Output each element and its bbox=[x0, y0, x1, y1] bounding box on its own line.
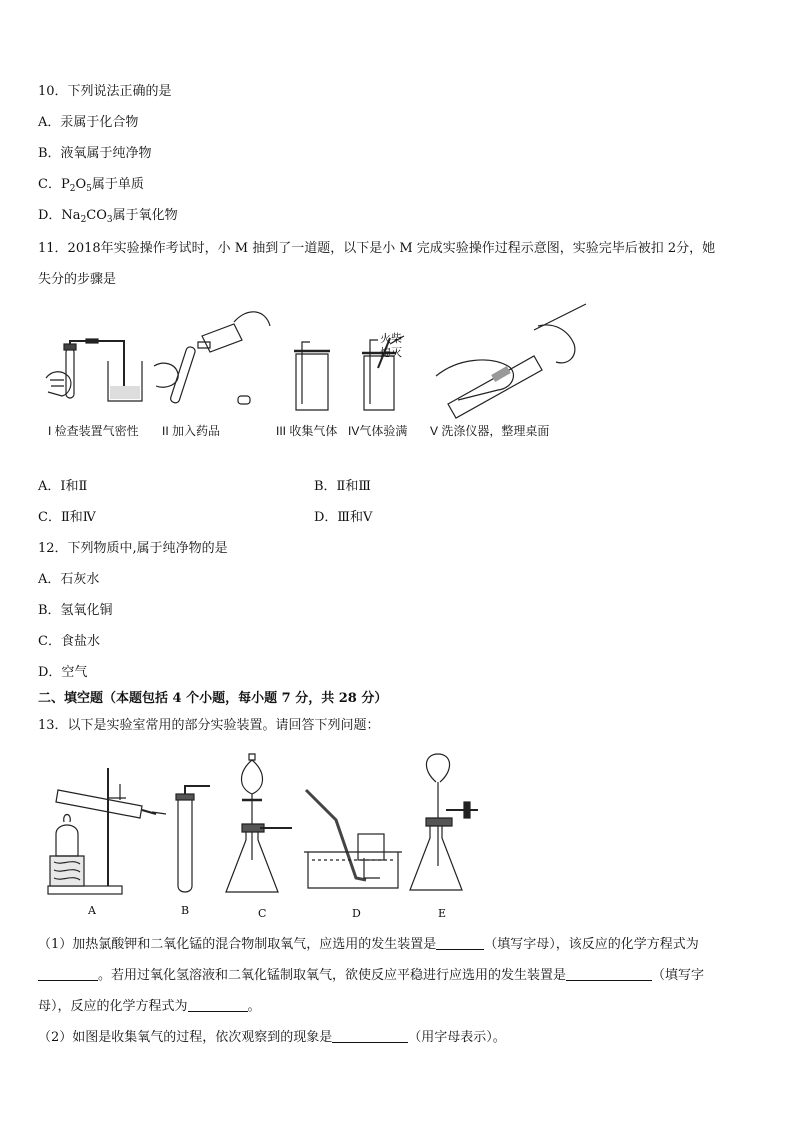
q10-stem: 10．下列说法正确的是 bbox=[38, 84, 172, 99]
q13-p2-text1: （2）如图是收集氧气的过程，依次观察到的现象是 bbox=[38, 1030, 333, 1045]
app-label-c: C bbox=[258, 907, 267, 920]
fig3-gas-jar bbox=[296, 354, 328, 410]
fig1-delivery-tube bbox=[70, 341, 124, 388]
q10-d-mid: CO bbox=[86, 208, 107, 223]
q13-apparatus-figure bbox=[38, 748, 478, 924]
q13-part1-line2 bbox=[38, 967, 704, 985]
q10-option-c bbox=[38, 176, 144, 194]
fig-caption-1: I 检查装置气密性 bbox=[48, 424, 139, 438]
fig1-test-tube bbox=[66, 348, 74, 398]
fig-caption-3: III 收集气体 bbox=[276, 424, 338, 438]
fig4-tube bbox=[370, 340, 378, 404]
app-d-delivery-tube bbox=[306, 790, 366, 880]
fig5-brush bbox=[534, 304, 586, 330]
q10-d-suffix: 属于氧化物 bbox=[112, 208, 178, 223]
app-b-test-tube bbox=[178, 798, 192, 892]
q11-option-d: D．Ⅲ和Ⅴ bbox=[314, 510, 373, 525]
fig5-test-tube bbox=[448, 356, 542, 418]
fig2-hand2 bbox=[234, 312, 270, 326]
fig5-hand bbox=[436, 360, 513, 400]
q10-option-b: B．液氧属于纯净物 bbox=[38, 146, 152, 161]
fig2-test-tube bbox=[170, 346, 196, 404]
q13-p1-text5: 母），反应的化学方程式为 bbox=[38, 999, 188, 1014]
q13-p1-text6: 。 bbox=[247, 999, 261, 1014]
q12-option-b: B．氢氧化铜 bbox=[38, 603, 113, 618]
q10-c-sub1: 2 bbox=[69, 184, 76, 194]
q10-c-mid: O bbox=[75, 177, 87, 192]
q11-figure bbox=[38, 296, 598, 446]
fig4-match-label: 火柴 bbox=[380, 333, 402, 345]
fig4-extinguish-label: 熄灭 bbox=[380, 347, 402, 359]
app-e-funnel bbox=[426, 754, 449, 782]
app-c-funnel bbox=[242, 760, 263, 794]
app-a-test-tube bbox=[56, 790, 142, 818]
q13-blank-3[interactable] bbox=[566, 967, 652, 981]
app-label-b: B bbox=[181, 904, 190, 917]
app-a-base bbox=[48, 886, 122, 894]
fig2-stopper-on-table bbox=[238, 396, 250, 404]
app-a-flame bbox=[64, 815, 71, 823]
q13-apparatus-drawing bbox=[38, 748, 478, 924]
q13-p1-text2: （填写字母），该反应的化学方程式为 bbox=[484, 937, 699, 952]
q11-option-a: A．Ⅰ和Ⅱ bbox=[38, 479, 88, 494]
app-label-d: D bbox=[352, 907, 361, 920]
fig1-clip bbox=[86, 339, 98, 343]
fig1-hand bbox=[46, 372, 71, 396]
q12-option-d: D．空气 bbox=[38, 665, 88, 680]
q10-c-sub2: 5 bbox=[86, 184, 92, 194]
fig5-hand2 bbox=[538, 325, 575, 363]
q13-p1-text3: 。若用过氧化氢溶液和二氧化锰制取氧气，欲使反应平稳进行应选用的发生装置是 bbox=[98, 968, 567, 983]
q13-part1-line3 bbox=[38, 998, 261, 1016]
q11-option-c: C．Ⅱ和Ⅳ bbox=[38, 510, 96, 525]
q13-p1-text1: （1）加热氯酸钾和二氧化锰的混合物制取氧气，应选用的发生装置是 bbox=[38, 937, 437, 952]
q10-option-a: A．汞属于化合物 bbox=[38, 115, 139, 130]
q13-part2 bbox=[38, 1029, 506, 1047]
q12-option-c: C．食盐水 bbox=[38, 634, 100, 649]
q10-d-sub2: 3 bbox=[106, 215, 113, 225]
app-b-tube bbox=[185, 786, 210, 794]
q12-option-a: A．石灰水 bbox=[38, 572, 100, 587]
q10-c-prefix: C．P bbox=[38, 177, 70, 192]
app-e-flask bbox=[410, 826, 462, 890]
app-label-a: A bbox=[88, 904, 96, 917]
q11-stem-line2: 失分的步骤是 bbox=[38, 272, 117, 287]
app-label-e: E bbox=[438, 907, 447, 920]
q10-option-d bbox=[38, 207, 178, 225]
fig-caption-5: V 洗涤仪器，整理桌面 bbox=[430, 424, 550, 438]
section2-title: 二、填空题（本题包括 4 个小题，每小题 7 分，共 28 分） bbox=[38, 691, 388, 706]
q13-p2-text2: （用字母表示）。 bbox=[408, 1030, 506, 1045]
q10-c-suffix: 属于单质 bbox=[91, 177, 144, 192]
fig1-stopper bbox=[64, 344, 76, 350]
fig2-hand bbox=[154, 363, 178, 387]
q13-blank-2[interactable] bbox=[38, 967, 98, 981]
fig-caption-4: IV气体验满 bbox=[348, 424, 408, 438]
q13-blank-4[interactable] bbox=[188, 998, 248, 1012]
q10-d-sub1: 2 bbox=[80, 215, 87, 225]
q13-part1-line1 bbox=[38, 936, 699, 954]
fig-caption-2: II 加入药品 bbox=[162, 424, 221, 438]
q11-option-b: B．Ⅱ和Ⅲ bbox=[314, 479, 371, 494]
q13-stem: 13．以下是实验室常用的部分实验装置。请回答下列问题： bbox=[38, 718, 380, 733]
q10-d-prefix: D．Na bbox=[38, 208, 81, 223]
q13-p1-text4: （填写字 bbox=[652, 968, 705, 983]
q13-blank-5[interactable] bbox=[332, 1029, 408, 1043]
app-a-lamp bbox=[56, 825, 78, 856]
q11-stem-line1: 11．2018年实验操作考试时，小 M 抽到了一道题，以下是小 M 完成实验操作过程示意图，实验完毕后被扣 2分，她 bbox=[38, 241, 716, 256]
q13-blank-1[interactable] bbox=[436, 936, 484, 950]
q12-stem: 12．下列物质中,属于纯净物的是 bbox=[38, 541, 228, 556]
app-d-jar bbox=[358, 834, 384, 860]
